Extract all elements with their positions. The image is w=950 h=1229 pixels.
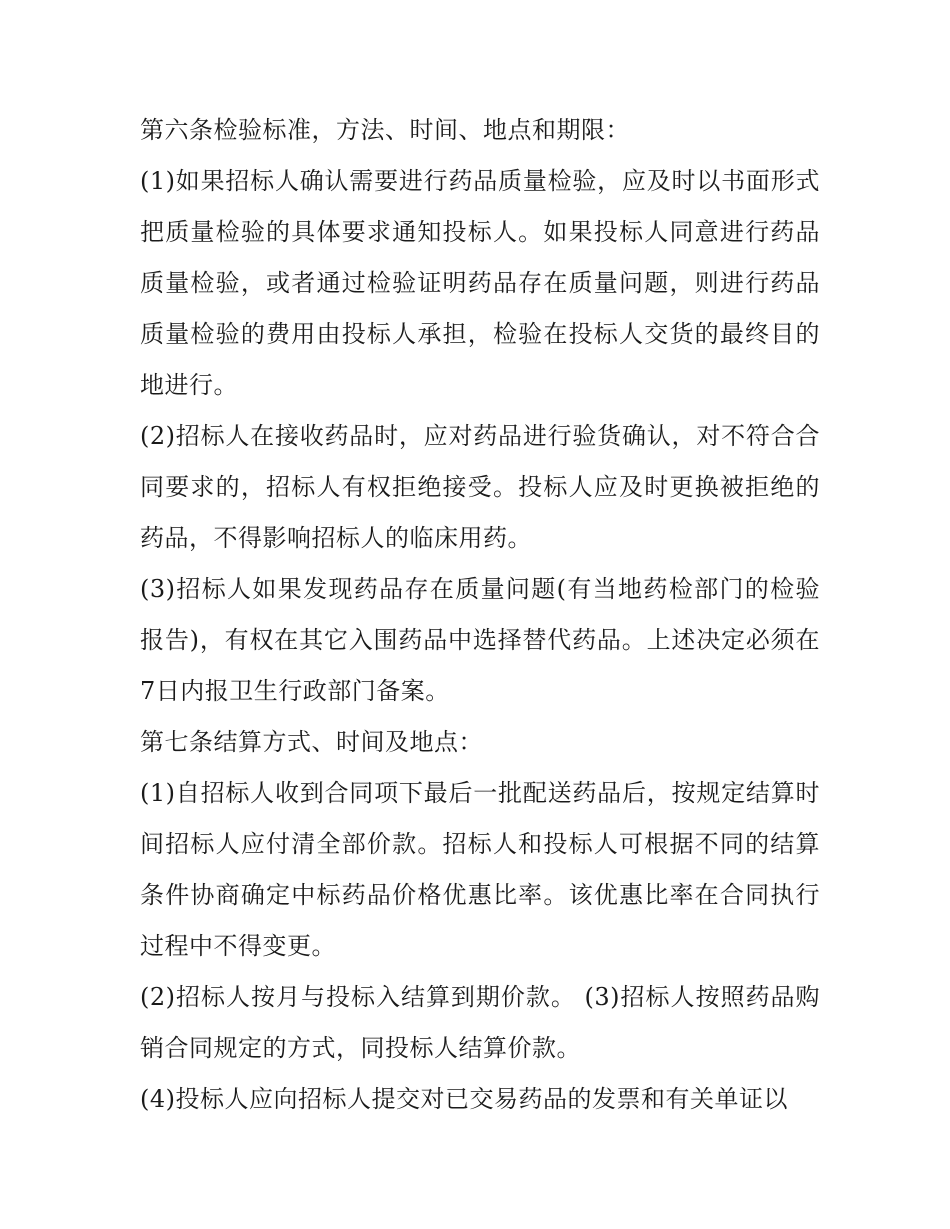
article-7-clause-4: (4)投标人应向招标人提交对已交易药品的发票和有关单证以 <box>140 1085 788 1113</box>
article-7-clause-2-3: (2)招标人按月与投标入结算到期价款。 (3)招标人按照药品购销合同规定的方式，同投标人结算价款。 <box>140 983 820 1062</box>
document-body <box>140 105 820 1125</box>
article-6-clause-3: (3)招标人如果发现药品存在质量问题(有当地药检部门的检验报告)，有权在其它入围药品中选择替代药品。上述决定必须在7日内报卫生行政部门备案。 <box>140 575 820 705</box>
article-6-clause-2: (2)招标人在接收药品时，应对药品进行验货确认，对不符合合同要求的，招标人有权拒绝接受。投标人应及时更换被拒绝的药品，不得影响招标人的临床用药。 <box>140 422 820 552</box>
article-7-heading: 第七条结算方式、时间及地点： <box>140 728 483 756</box>
article-6-heading: 第六条检验标准，方法、时间、地点和期限： <box>140 116 630 144</box>
article-7-clause-1: (1)自招标人收到合同项下最后一批配送药品后，按规定结算时间招标人应付清全部价款。招标人和投标人可根据不同的结算条件协商确定中标药品价格优惠比率。该优惠比率在合同执行过程中不得变更。 <box>140 779 820 960</box>
article-6-clause-1: (1)如果招标人确认需要进行药品质量检验，应及时以书面形式把质量检验的具体要求通知投标人。如果投标人同意进行药品质量检验，或者通过检验证明药品存在质量问题，则进行药品质量检验的费用由投标人承担，检验在投标人交货的最终目的地进行。 <box>140 167 820 399</box>
